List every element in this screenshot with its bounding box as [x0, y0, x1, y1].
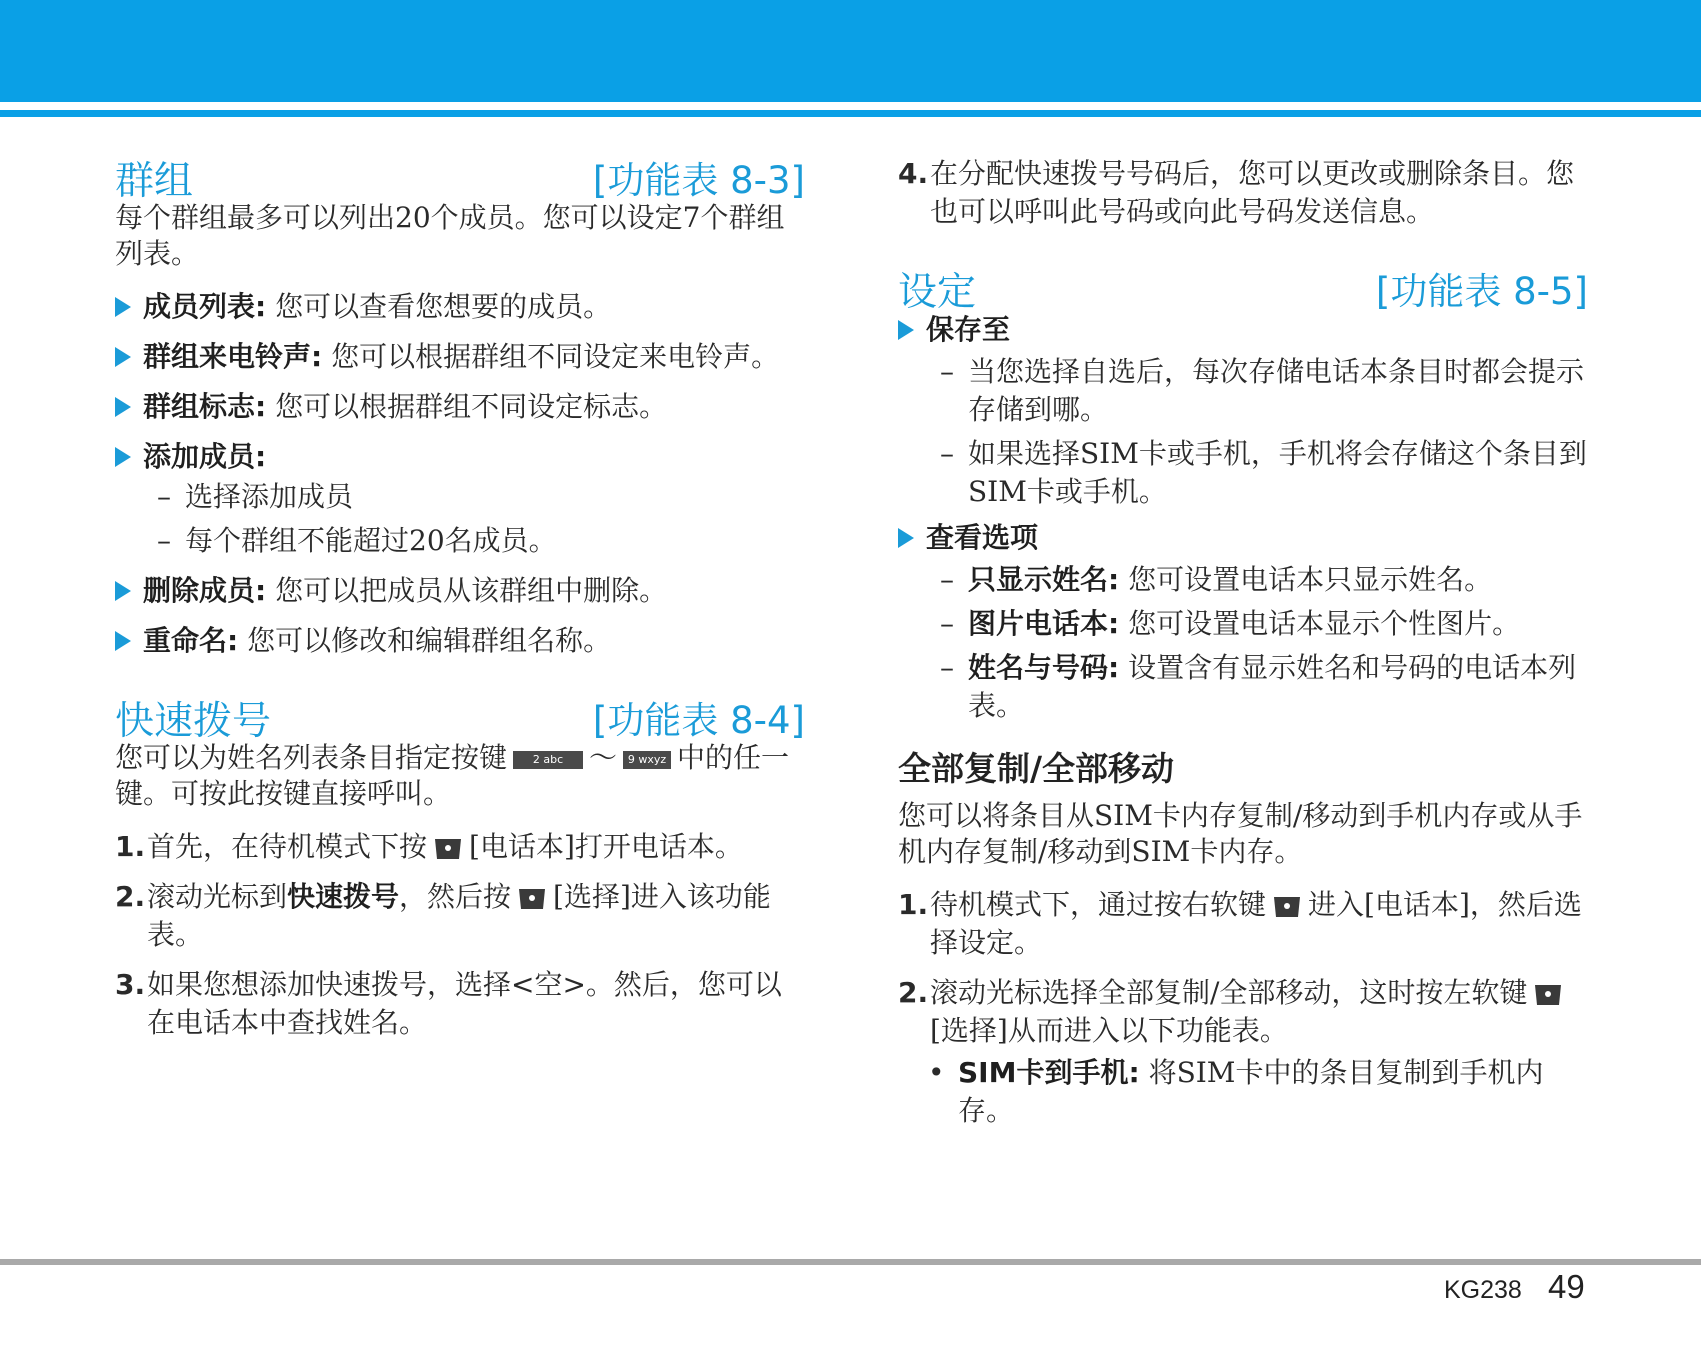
group-section-header: [115, 150, 805, 204]
settings-view-options: [898, 519, 1588, 557]
view-option-3: [898, 649, 1588, 725]
dash-bullet: –: [940, 607, 954, 640]
right-column: [898, 155, 1588, 1130]
group-item-rename: [115, 622, 805, 660]
group-item-delete-member: [115, 572, 805, 610]
intro-text: 您可以为姓名列表条目指定按键: [115, 741, 508, 774]
group-menu-ref: [功能表 8-3]: [592, 159, 805, 202]
step-text: 如果您想添加快速拨号，选择<空>。然后，您可以在电话本中查找姓名。: [147, 968, 782, 1039]
item-text: 您可以根据群组不同设定标志。: [275, 390, 668, 423]
triangle-bullet-icon: [115, 631, 131, 651]
item-label: 群组来电铃声:: [143, 340, 323, 373]
triangle-bullet-icon: [115, 397, 131, 417]
triangle-bullet-icon: [115, 447, 131, 467]
copy-move-title: 全部复制/全部移动: [898, 749, 1175, 788]
sub-text: 当您选择自选后，每次存储电话本条目时都会提示存储到哪。: [968, 355, 1585, 426]
step-text: 待机模式下，通过按右软键: [930, 888, 1267, 921]
triangle-bullet-icon: [898, 320, 914, 340]
step-number: 2.: [115, 880, 146, 913]
dash-bullet: –: [157, 524, 171, 557]
item-label: 重命名:: [143, 624, 239, 657]
speed-dial-section-header: [115, 690, 805, 744]
add-member-sub-2: [115, 522, 805, 560]
softkey-icon: [433, 836, 463, 862]
item-text: 您可以修改和编辑群组名称。: [247, 624, 612, 657]
save-to-sub-2: [898, 435, 1588, 511]
sub-text: 选择添加成员: [185, 480, 354, 513]
sub-text: 每个群组不能超过20名成员。: [185, 524, 557, 557]
triangle-bullet-icon: [898, 528, 914, 548]
view-option-1: [898, 561, 1588, 599]
left-column: [115, 150, 805, 1054]
group-title: 群组: [115, 159, 194, 204]
copy-step-1: [898, 886, 1588, 962]
speed-dial-intro: [115, 740, 805, 812]
footer-model: KG238: [1444, 1276, 1522, 1304]
intro-text: 中的任一键。可按此按键直接呼叫。: [115, 741, 790, 810]
sub-text: 您可设置电话本只显示姓名。: [1128, 563, 1493, 596]
footer-rule: [0, 1259, 1701, 1265]
dash-bullet: –: [940, 437, 954, 470]
step-bold: 快速拨号: [287, 880, 400, 913]
item-text: 您可以查看您想要的成员。: [275, 290, 612, 323]
dash-bullet: –: [940, 355, 954, 388]
settings-menu-ref: [功能表 8-5]: [1375, 270, 1588, 313]
speed-step-3: [115, 966, 805, 1042]
step-number: 4.: [898, 157, 929, 190]
speed-dial-menu-ref: [功能表 8-4]: [592, 699, 805, 742]
item-label: 添加成员:: [143, 440, 267, 473]
step-text: [电话本]打开电话本。: [469, 830, 743, 863]
keypad-key-icon: 2 abc: [513, 751, 583, 769]
group-item-members: [115, 288, 805, 326]
speed-step-4: [898, 155, 1588, 231]
copy-step-2: [898, 974, 1588, 1050]
page-number: 49: [1548, 1268, 1585, 1305]
triangle-bullet-icon: [115, 581, 131, 601]
settings-title: 设定: [898, 270, 977, 315]
step-text: ，然后按: [399, 880, 512, 913]
group-item-ringtone: [115, 338, 805, 376]
step-text: 滚动光标选择全部复制/全部移动，这时按左软键: [930, 976, 1528, 1009]
item-text: 您可以把成员从该群组中删除。: [275, 574, 668, 607]
softkey-icon: [517, 886, 547, 912]
step-text: [选择]进入该功能表。: [147, 880, 771, 951]
speed-dial-title: 快速拨号: [115, 699, 272, 744]
step-text: 在分配快速拨号号码后，您可以更改或删除条目。您也可以呼叫此号码或向此号码发送信息。: [930, 157, 1575, 228]
copy-move-intro: 您可以将条目从SIM卡内存复制/移动到手机内存或从手机内存复制/移动到SIM卡内存。: [898, 799, 1583, 868]
step-text: [选择]从而进入以下功能表。: [930, 1014, 1288, 1047]
item-label: 成员列表:: [143, 290, 267, 323]
group-item-add-member: [115, 438, 805, 476]
dash-bullet: –: [157, 480, 171, 513]
softkey-icon: [1272, 894, 1302, 920]
sub-text: 如果选择SIM卡或手机，手机将会存储这个条目到SIM卡或手机。: [968, 437, 1587, 508]
step-number: 1.: [115, 830, 146, 863]
view-option-2: [898, 605, 1588, 643]
speed-step-2: [115, 878, 805, 954]
header-rule: [0, 110, 1701, 117]
triangle-bullet-icon: [115, 347, 131, 367]
bullet-text: 将SIM卡中的条目复制到手机内存。: [958, 1056, 1544, 1127]
item-label: 查看选项: [926, 521, 1039, 554]
step-number: 3.: [115, 968, 146, 1001]
dash-bullet: –: [940, 563, 954, 596]
group-item-logo: [115, 388, 805, 426]
softkey-icon: [1533, 982, 1563, 1008]
group-intro: 每个群组最多可以列出20个成员。您可以设定7个群组列表。: [115, 201, 785, 270]
save-to-sub-1: [898, 353, 1588, 429]
copy-bullet-sim-to-phone: [898, 1054, 1588, 1130]
bullet-label: SIM卡到手机:: [958, 1056, 1140, 1089]
step-text: 进入[电话本]，然后选择设定。: [930, 888, 1582, 959]
sub-text: 设置含有显示姓名和号码的电话本列表。: [968, 651, 1577, 722]
keypad-key-icon: 9 wxyz: [623, 751, 671, 769]
step-text: 首先，在待机模式下按: [147, 830, 428, 863]
step-text: 滚动光标到: [147, 880, 288, 913]
item-label: 保存至: [926, 313, 1011, 346]
header-band: [0, 0, 1701, 102]
step-number: 1.: [898, 888, 929, 921]
sub-label: 只显示姓名:: [968, 563, 1120, 596]
sub-label: 图片电话本:: [968, 607, 1120, 640]
speed-step-1: [115, 828, 805, 866]
add-member-sub-1: [115, 478, 805, 516]
tilde: ～: [589, 741, 618, 774]
triangle-bullet-icon: [115, 297, 131, 317]
settings-save-to: [898, 311, 1588, 349]
item-text: 您可以根据群组不同设定来电铃声。: [331, 340, 780, 373]
dash-bullet: –: [940, 651, 954, 684]
settings-section-header: [898, 261, 1588, 315]
sub-text: 您可设置电话本显示个性图片。: [1128, 607, 1521, 640]
item-label: 删除成员:: [143, 574, 267, 607]
dot-bullet: •: [928, 1056, 945, 1089]
item-label: 群组标志:: [143, 390, 267, 423]
step-number: 2.: [898, 976, 929, 1009]
sub-label: 姓名与号码:: [968, 651, 1120, 684]
